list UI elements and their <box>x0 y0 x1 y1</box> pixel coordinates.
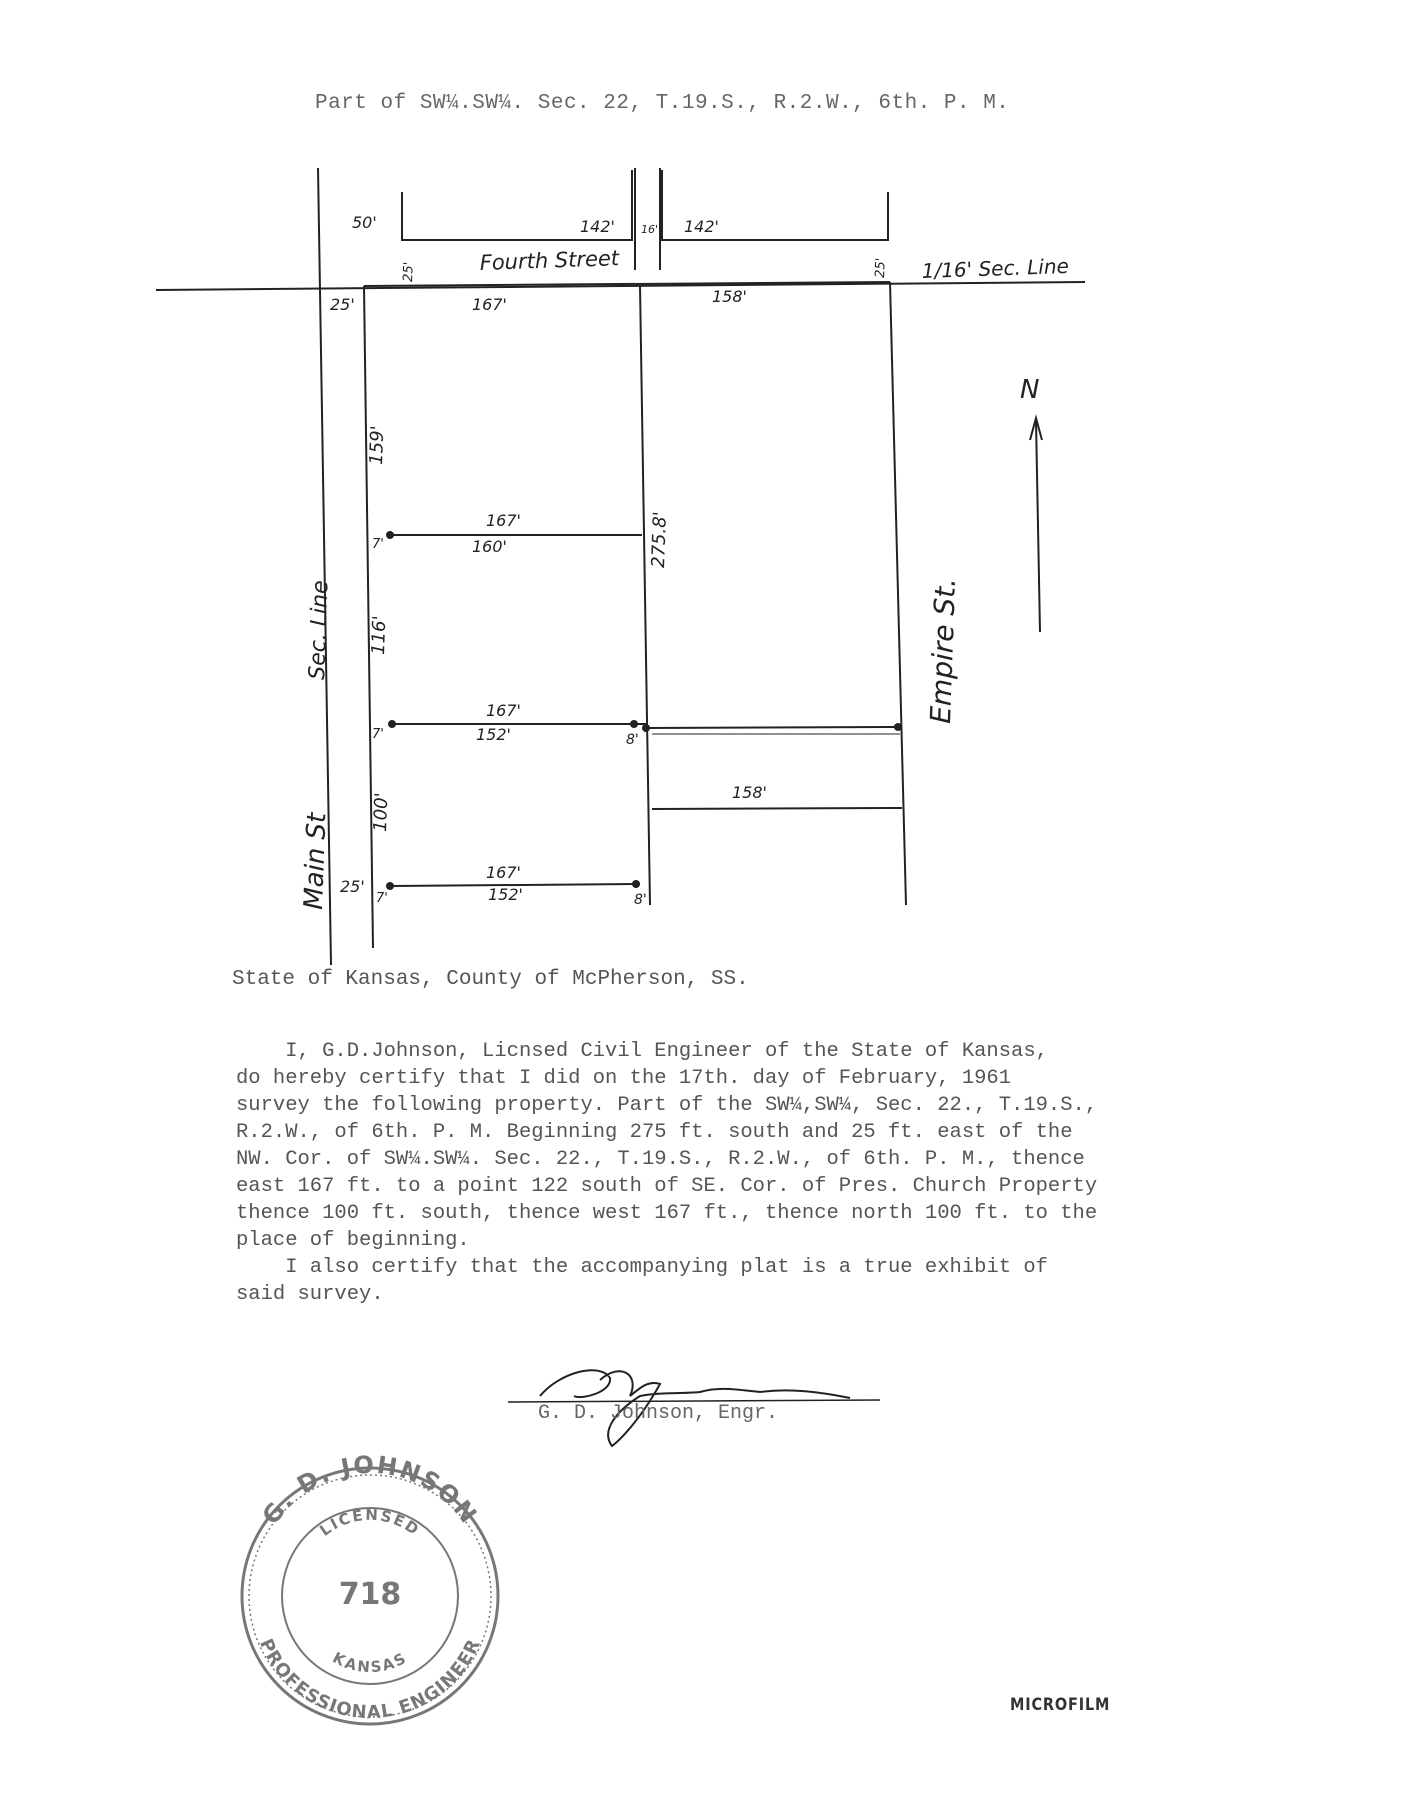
cert-line: I also certify that the accompanying plat is a true exhibit of <box>236 1256 1048 1279</box>
dim-row1-7: 7' <box>372 537 384 552</box>
svg-text:LICENSED <box>316 1506 423 1540</box>
dim-25-left: 25' <box>401 261 417 283</box>
cert-line: survey the following property. Part of the SW¼,SW¼, Sec. 22., T.19.S., <box>236 1094 1098 1117</box>
svg-text:PROFESSIONAL ENGINEER <box>255 1636 485 1724</box>
east-boundary <box>890 282 906 905</box>
dim-25-right: 25' <box>873 257 889 279</box>
dim-167-top: 167' <box>472 295 507 314</box>
seal-licensed: LICENSED <box>316 1505 424 1540</box>
dim-158-top: 158' <box>712 287 747 306</box>
dim-116: 116' <box>368 615 391 656</box>
dim-sw-25: 25' <box>340 877 365 896</box>
north-arrow <box>1036 420 1040 632</box>
north-label: N <box>1020 375 1040 405</box>
dim-nw-25: 25' <box>330 295 355 314</box>
sec-line-top-label: 1/16' Sec. Line <box>921 253 1070 283</box>
sec-line-left-label: Sec. Line <box>305 579 334 681</box>
dim-275-8: 275.8' <box>648 510 671 569</box>
svg-text:KANSAS <box>330 1648 411 1676</box>
dim-142-left: 142' <box>580 217 615 236</box>
document-heading: Part of SW¼.SW¼. Sec. 22, T.19.S., R.2.W., 6th. P. M. <box>315 92 1010 115</box>
dim-50: 50' <box>352 213 377 232</box>
certification-text <box>236 1038 1226 1308</box>
microfilm-stamp: MICROFILM <box>1010 1695 1111 1715</box>
dim-row1-160: 160' <box>472 537 507 556</box>
seal-title: PROFESSIONAL ENGINEER <box>255 1635 485 1724</box>
cert-line: east 167 ft. to a point 122 south of SE. Cor. of Pres. Church Property <box>236 1175 1098 1198</box>
cert-line: place of beginning. <box>236 1229 470 1252</box>
dim-row2-167: 167' <box>486 701 521 720</box>
cert-line: NW. Cor. of SW¼.SW¼. Sec. 22., T.19.S., R.2.W., of 6th. P. M., thence <box>236 1148 1085 1171</box>
seal-state: KANSAS <box>329 1648 411 1677</box>
dim-row3-8: 8' <box>634 892 647 908</box>
street-label-fourth: Fourth Street <box>479 246 620 275</box>
street-label-main: Main St <box>299 812 333 911</box>
venue-line: State of Kansas, County of McPherson, SS. <box>232 968 749 991</box>
dim-142-right: 142' <box>684 217 719 236</box>
dim-row2-152: 152' <box>476 725 511 744</box>
dim-row3-152: 152' <box>488 885 523 904</box>
dim-100: 100' <box>370 792 393 833</box>
dim-row2-7: 7' <box>372 727 384 742</box>
engineer-seal <box>242 1451 498 1724</box>
lot-line-2-east <box>646 727 900 728</box>
seal-number: 718 <box>338 1577 402 1612</box>
cert-line: do hereby certify that I did on the 17th. day of February, 1961 <box>236 1067 1012 1090</box>
cert-line: R.2.W., of 6th. P. M. Beginning 275 ft. south and 25 ft. east of the <box>236 1121 1073 1144</box>
lot-line-158 <box>652 808 902 809</box>
dim-row3-167: 167' <box>486 863 521 882</box>
dim-159: 159' <box>366 425 389 466</box>
street-label-empire: Empire St. <box>924 577 963 725</box>
dim-row3-7: 7' <box>376 891 388 906</box>
seal-name: G. D. JOHNSON <box>256 1450 484 1530</box>
dim-row1-167: 167' <box>486 511 521 530</box>
cert-line: said survey. <box>236 1283 384 1306</box>
cert-line: thence 100 ft. south, thence west 167 ft., thence north 100 ft. to the <box>236 1202 1098 1225</box>
cert-line: I, G.D.Johnson, Licnsed Civil Engineer of the State of Kansas, <box>236 1040 1048 1063</box>
signature-name: G. D. Johnson, Engr. <box>538 1402 779 1425</box>
dim-row2-8: 8' <box>626 732 639 748</box>
dim-row2-158: 158' <box>732 783 767 802</box>
middle-boundary <box>640 286 650 905</box>
dim-16: 16' <box>641 223 659 236</box>
